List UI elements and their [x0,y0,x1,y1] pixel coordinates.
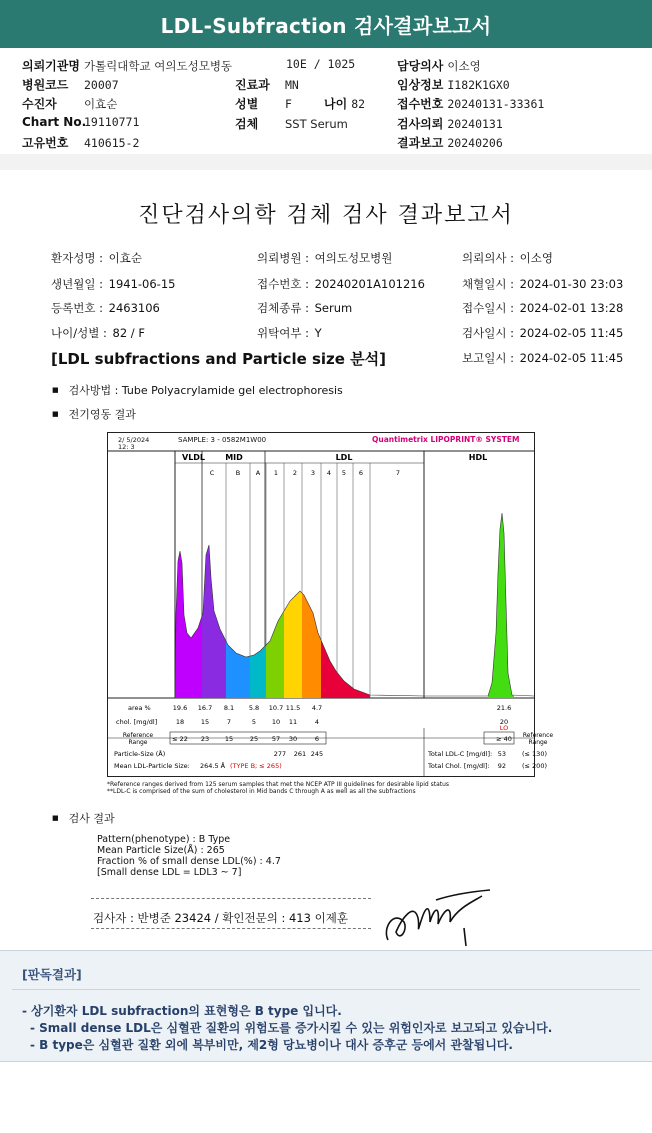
mid-a-fill [250,645,266,698]
value: 82 / F [112,326,145,340]
label: 의뢰병원 [257,251,302,265]
chol-value: 7 [226,718,232,726]
interpretation-title: [판독결과] [22,967,82,982]
mean-size-value: 264.5 Å [200,762,226,770]
row-label-ref-2: Range [128,739,148,746]
value: 여의도성모병원 [314,251,393,265]
value: 10E / 1025 [286,57,356,71]
report-title: LDL-Subfraction 검사결과보고서 [160,13,492,38]
referring-doctor: 의뢰의사 : 이소영 [462,251,553,265]
ref-value: 15 [224,735,234,743]
request-header [0,48,652,155]
area-pct-value: 8.1 [223,704,235,712]
value: MN [285,78,299,92]
total-ldl-ref: (≤ 130) [522,750,547,758]
label: 나이/성별 [51,326,100,340]
ref-value: 30 [288,735,298,743]
test-method: ■ 검사방법 : Tube Polyacrylamide gel electrophoresis [52,382,343,398]
label: 접수일시 [462,301,507,315]
value: 82 [351,97,366,111]
signature-line-bottom [91,928,371,929]
value: 20240131-33361 [447,97,545,111]
ref-value: ≤ 22 [172,735,188,743]
band-group-label: MID [225,453,243,462]
label: 수진자 [22,97,57,111]
header-row-5-col-1 [22,134,139,151]
band-label: 3 [310,469,316,477]
header-row-1-col-3 [397,57,481,74]
label: 담당의사 [397,59,444,73]
band-group-label: HDL [468,453,488,462]
ldl3-tail-fill [321,640,370,698]
band-label: C [209,469,215,477]
value: 이소영 [519,251,553,265]
header-row-2-col-1 [22,76,119,93]
ref-right-1: Reference [522,732,554,739]
test-time: 검사일시 : 2024-02-05 11:45 [462,326,624,340]
header-row-2-col-3 [397,76,510,93]
row-label-chol: chol. [mg/dl] [116,718,158,726]
band-label: 7 [395,469,401,477]
report-time: 보고일시 : 2024-02-05 11:45 [462,351,624,365]
ref-value: 57 [271,735,281,743]
value: 1941-06-15 [108,277,176,291]
band-label: B [235,469,241,477]
birth-date: 생년월일 : 1941-06-15 [51,277,176,291]
interpretation-line-2: - Small dense LDL은 심혈관 질환의 위험도를 증가시킬 수 있는 위험인자로 보고되고 있습니다. [30,1021,553,1035]
total-chol-ref: (≤ 200) [522,762,547,770]
value: Serum [314,301,353,315]
mid-b-fill [226,641,250,698]
value: 가톨릭대학교 여의도성모병동 [83,59,233,73]
chol-value: 5 [251,718,257,726]
electrophoresis-label: ■ 전기영동 결과 [52,406,136,422]
header-row-4-col-1 [22,115,139,129]
header-row-2-col-2 [235,76,299,93]
value: Y [314,326,322,340]
label: 임상정보 [397,78,444,92]
total-ldl-label: Total LDL-C [mg/dl]: [428,750,493,758]
interpretation-line-3: - B type은 심혈관 질환 외에 복부비만, 제2형 당뇨병이나 대사 증후군 등에서 관찰됩니다. [30,1038,513,1052]
chol-value: 20 [499,718,509,726]
label: 진료과 [235,78,270,92]
label: 의뢰기관명 [22,59,80,73]
value: 20240206 [447,136,503,150]
signature-line-top [91,898,371,899]
ldl1-fill [266,611,284,698]
chol-value: 10 [271,718,281,726]
ref-value: ≥ 40 [496,735,512,743]
label: 접수번호 [397,97,444,111]
patient-name: 환자성명 : 이효순 [51,251,142,265]
chart-brand: Quantimetrix LIPOPRINT® SYSTEM [372,435,520,444]
total-ldl-value: 53 [497,750,506,758]
report-title-bar [0,0,652,48]
area-pct-value: 5.8 [248,704,260,712]
value: 410615-2 [84,136,140,150]
section-gap [0,154,652,170]
value: 19110771 [84,115,140,129]
label: 검사일시 [462,326,507,340]
total-chol-value: 92 [497,762,506,770]
signature-text: 검사자 : 반병준 23424 / 확인전문의 : 413 이제훈 [93,911,348,925]
area-pct-value: 19.6 [172,704,188,712]
particle-size-value: 245 [310,750,324,758]
ldl3-fill [302,593,321,698]
header-row-1-col-2 [282,57,355,71]
ref-value: 25 [249,735,259,743]
accession-number: 접수번호 : 20240201A101216 [257,277,425,291]
band-group-label: LDL [335,453,353,462]
area-pct-value: 16.7 [197,704,213,712]
header-row-1-col-1 [22,57,232,74]
header-row-4-col-2 [235,115,348,132]
chart-date: 2/ 5/2024 12: 3 [118,436,150,451]
label: 병원코드 [22,78,69,92]
row-label-mean: Mean LDL-Particle Size: [114,762,190,770]
area-pct-value: 21.6 [496,704,512,712]
particle-size-value: 277 [273,750,287,758]
label: 등록번호 [51,301,96,315]
footnote-1: *Reference ranges derived from 125 serum samples that met the NCEP ATP III guidelines for desirable lipid status [107,781,450,788]
result-label: ■ 검사 결과 [52,810,115,826]
value: 2024-02-05 11:45 [519,326,624,340]
chart-sample: SAMPLE: 3 - 0582M1W00 [178,436,267,444]
chol-value: 11 [288,718,298,726]
chol-value: 18 [175,718,185,726]
value: 이효순 [84,97,118,111]
header-row-4-col-3 [397,115,503,132]
scanned-report [0,170,652,950]
header-row-3-col-1 [22,95,117,112]
band-label: A [255,469,261,477]
area-pct-value: 4.7 [311,704,323,712]
label: 나이 [324,97,348,111]
interpretation-line-1: - 상기환자 LDL subfraction의 표현형은 B type 입니다. [22,1004,342,1018]
value: F [285,97,292,111]
row-label-psize: Particle-Size (Å) [114,750,166,758]
age-sex: 나이/성별 : 82 / F [51,326,145,340]
specimen-type: 검체종류 : Serum [257,301,353,315]
row-label-area: area % [128,704,151,712]
header-row-5-col-3 [397,134,503,151]
report-heading: 진단검사의학 검체 검사 결과보고서 [138,203,514,228]
referring-hospital: 의뢰병원 : 여의도성모병원 [257,251,393,265]
label: 성별 [235,97,259,111]
value: SST Serum [285,117,348,131]
label: 환자성명 [51,251,96,265]
band-label: 5 [341,469,347,477]
footnote-2: **LDL-C is comprised of the sum of cholesterol in Mid bands C through A as well as all the subfractions [107,788,416,795]
ref-value: 23 [200,735,210,743]
value: 20007 [84,78,119,92]
value: 20240131 [447,117,503,131]
label: 고유번호 [22,136,69,150]
registration-number: 등록번호 : 2463106 [51,301,160,315]
chol-value: 4 [314,718,320,726]
vldl-fill [175,551,202,698]
area-pct-value: 11.5 [285,704,301,712]
label: 보고일시 [462,351,507,365]
label: 접수번호 [257,277,302,291]
label: 결과보고 [397,136,444,150]
band-label: 6 [358,469,364,477]
band-label: 4 [326,469,332,477]
area-pct-value: 10.7 [268,704,284,712]
label: 검체종류 [257,301,302,315]
result-text: Pattern(phenotype) : B Type Mean Particle Size(Å) : 265 Fraction % of small dense LDL(%) : 4.7 [Small dense LDL = LDL3 ~ 7] [97,834,281,878]
band-label: 1 [273,469,279,477]
value: 2463106 [108,301,160,315]
received-time: 접수일시 : 2024-02-01 13:28 [462,301,624,315]
label: 검체 [235,117,259,131]
chol-value: 15 [200,718,210,726]
analysis-section-title: [LDL subfractions and Particle size 분석] [51,350,387,368]
value: 2024-02-05 11:45 [519,351,624,365]
value: 2024-02-01 13:28 [519,301,624,315]
collection-time: 채혈일시 : 2024-01-30 23:03 [462,277,624,291]
chart-svg [108,433,554,776]
label: 의뢰의사 [462,251,507,265]
value: 이효순 [108,251,142,265]
label: 검사의뢰 [397,117,444,131]
label: 위탁여부 [257,326,302,340]
label: Chart No. [22,115,87,129]
hdl-fill [488,513,514,698]
band-group-label: VLDL [182,453,206,462]
value: 20240201A101216 [314,277,425,291]
particle-size-value: 261 [293,750,307,758]
interpretation-panel [0,950,652,1062]
row-label-ref-1: Reference [122,732,154,739]
type-note: (TYPE B; ≤ 265) [230,762,282,770]
label: 생년월일 [51,277,96,291]
hdl-flag: LO [499,724,509,732]
value: I182K1GX0 [447,78,510,92]
interpretation-divider [12,989,640,990]
header-row-3-col-2b [324,95,365,112]
header-row-3-col-2 [235,95,292,112]
ref-right-2: Range [528,739,548,746]
label: 채혈일시 [462,277,507,291]
referral-flag: 위탁여부 : Y [257,326,322,340]
header-row-3-col-3 [397,95,544,112]
lipoprint-chart [107,432,554,777]
band-label: 2 [292,469,298,477]
handwritten-signature [378,888,498,950]
ref-value: 6 [314,735,320,743]
total-chol-label: Total Chol. [mg/dl]: [428,762,490,770]
value: 이소영 [447,59,481,73]
value: 2024-01-30 23:03 [519,277,624,291]
